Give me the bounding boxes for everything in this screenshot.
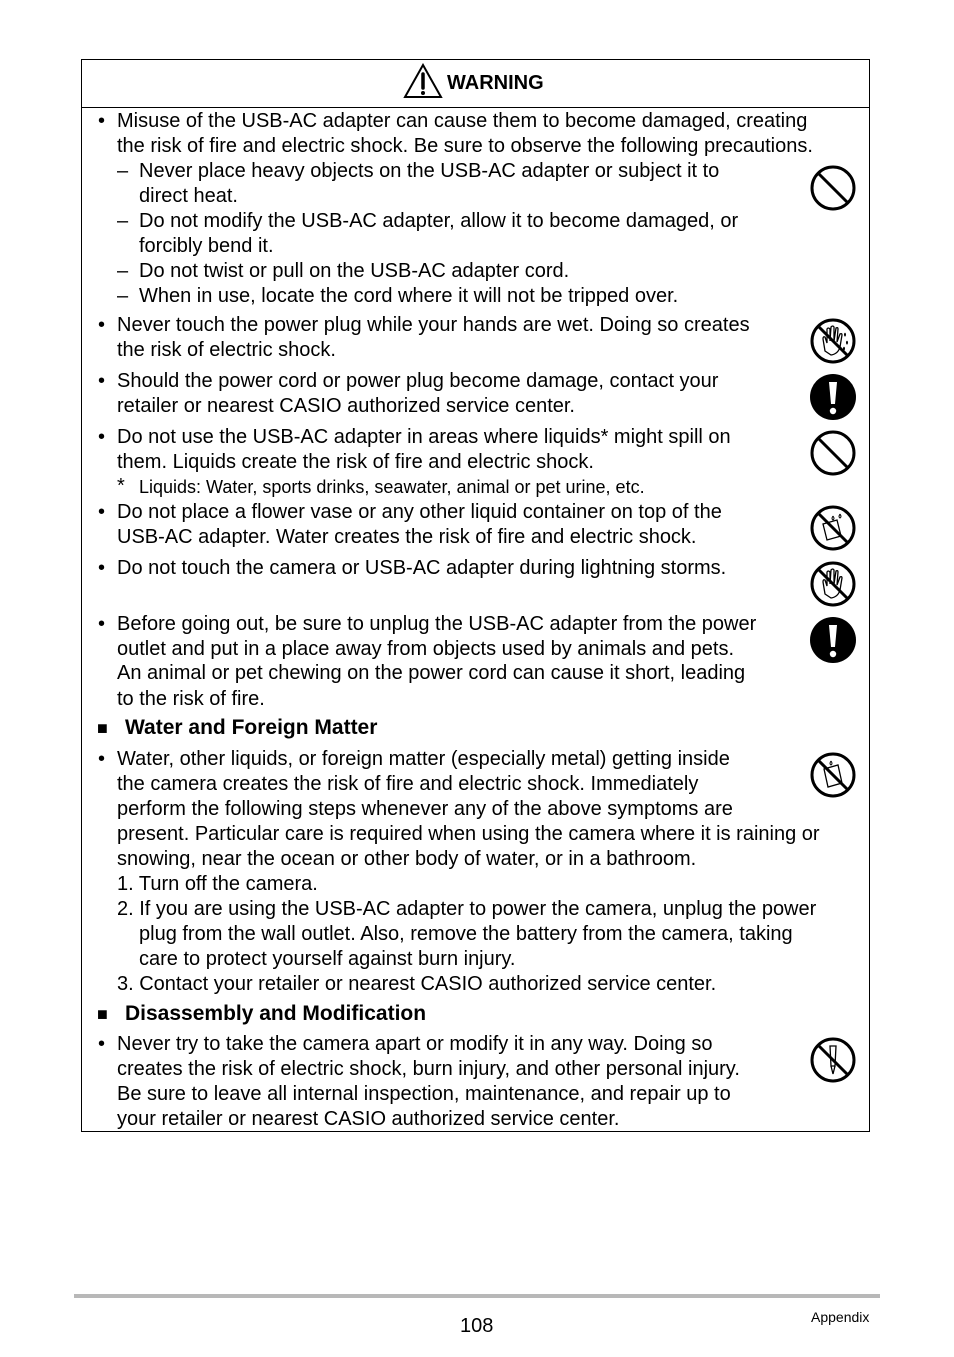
bullet: • xyxy=(98,748,106,770)
unplug-line-3: An animal or pet chewing on the power cord can cause it short, leading xyxy=(117,662,746,684)
bullet: • xyxy=(98,557,106,579)
step-1: 1. Turn off the camera. xyxy=(117,873,318,895)
usb-misuse-line-2: the risk of fire and electric shock. Be sure to observe the following precautions. xyxy=(117,135,813,157)
liquids-line-2: them. Liquids create the risk of fire and electric shock. xyxy=(117,451,594,473)
prohibited-icon xyxy=(809,429,857,477)
step-2-line-2: plug from the wall outlet. Also, remove the battery from the camera, taking xyxy=(139,923,793,945)
disassembly-section-heading: Disassembly and Modification xyxy=(125,1002,427,1025)
water-line-2: the camera creates the risk of fire and electric shock. Immediately xyxy=(117,773,699,795)
usb-misuse-line-1: Misuse of the USB-AC adapter can cause them to become damaged, creating xyxy=(117,110,808,132)
heading-square-icon: ■ xyxy=(97,1004,108,1024)
dash-item-1-line-2: direct heat. xyxy=(139,185,238,207)
vase-line-2: USB-AC adapter. Water creates the risk of fire and electric shock. xyxy=(117,526,697,548)
warning-triangle-icon xyxy=(403,63,443,99)
damaged-cord-line-2: retailer or nearest CASIO authorized service center. xyxy=(117,395,575,417)
dash: – xyxy=(117,160,129,182)
dash-item-1-line-1: Never place heavy objects on the USB-AC adapter or subject it to xyxy=(139,160,720,182)
warning-header xyxy=(82,60,869,108)
no-liquids-icon xyxy=(809,504,857,552)
damaged-cord-line-1: Should the power cord or power plug become damage, contact your xyxy=(117,370,719,392)
wet-hands-line-1: Never touch the power plug while your hands are wet. Doing so creates xyxy=(117,314,750,336)
step-2-line-3: care to protect yourself against burn injury. xyxy=(139,948,516,970)
heading-square-icon: ■ xyxy=(97,718,108,738)
dash: – xyxy=(117,260,129,282)
bullet: • xyxy=(98,1033,106,1055)
water-section-heading: Water and Foreign Matter xyxy=(125,716,378,739)
unplug-line-1: Before going out, be sure to unplug the USB-AC adapter from the power xyxy=(117,613,757,635)
mandatory-action-icon xyxy=(809,373,857,421)
unplug-line-4: to the risk of fire. xyxy=(117,688,265,710)
warning-title: WARNING xyxy=(447,72,544,94)
water-line-4: present. Particular care is required when using the camera where it is raining or xyxy=(117,823,820,845)
mandatory-action-icon xyxy=(809,616,857,664)
water-line-5: snowing, near the ocean or other body of water, or in a bathroom. xyxy=(117,848,697,870)
no-disassembly-icon xyxy=(809,1036,857,1084)
no-liquids-icon xyxy=(809,751,857,799)
dash: – xyxy=(117,210,129,232)
liquids-line-1: Do not use the USB-AC adapter in areas where liquids* might spill on xyxy=(117,426,731,448)
bullet: • xyxy=(98,613,106,635)
bullet: • xyxy=(98,314,106,336)
dash-item-2-line-2: forcibly bend it. xyxy=(139,235,274,257)
vase-line-1: Do not place a flower vase or any other liquid container on top of the xyxy=(117,501,722,523)
bullet: • xyxy=(98,426,106,448)
disassembly-line-2: creates the risk of electric shock, burn injury, and other personal injury. xyxy=(117,1058,740,1080)
bullet: • xyxy=(98,110,106,132)
asterisk: * xyxy=(117,475,125,497)
step-3: 3. Contact your retailer or nearest CASIO authorized service center. xyxy=(117,973,717,995)
step-2-line-1: 2. If you are using the USB-AC adapter to power the camera, unplug the power xyxy=(117,898,817,920)
footer-section-name: Appendix xyxy=(811,1309,870,1325)
disassembly-line-4: your retailer or nearest CASIO authorized service center. xyxy=(117,1108,620,1130)
dash-item-2-line-1: Do not modify the USB-AC adapter, allow it to become damaged, or xyxy=(139,210,739,232)
page-number: 108 xyxy=(460,1315,494,1337)
prohibited-icon xyxy=(809,164,857,212)
do-not-touch-icon xyxy=(809,560,857,608)
unplug-line-2: outlet and put in a place away from objects used by animals and pets. xyxy=(117,638,735,660)
water-line-3: perform the following steps whenever any of the above symptoms are xyxy=(117,798,733,820)
disassembly-line-1: Never try to take the camera apart or modify it in any way. Doing so xyxy=(117,1033,713,1055)
dash-item-4: When in use, locate the cord where it will not be tripped over. xyxy=(139,285,679,307)
disassembly-line-3: Be sure to leave all internal inspection, maintenance, and repair up to xyxy=(117,1083,731,1105)
bullet: • xyxy=(98,501,106,523)
liquids-note: Liquids: Water, sports drinks, seawater, animal or pet urine, etc. xyxy=(139,477,645,497)
footer-rule xyxy=(74,1294,880,1298)
bullet: • xyxy=(98,370,106,392)
lightning-line: Do not touch the camera or USB-AC adapter during lightning storms. xyxy=(117,557,727,579)
dash: – xyxy=(117,285,129,307)
no-wet-hands-icon xyxy=(809,317,857,365)
water-line-1: Water, other liquids, or foreign matter (especially metal) getting inside xyxy=(117,748,730,770)
wet-hands-line-2: the risk of electric shock. xyxy=(117,339,336,361)
dash-item-3: Do not twist or pull on the USB-AC adapter cord. xyxy=(139,260,570,282)
